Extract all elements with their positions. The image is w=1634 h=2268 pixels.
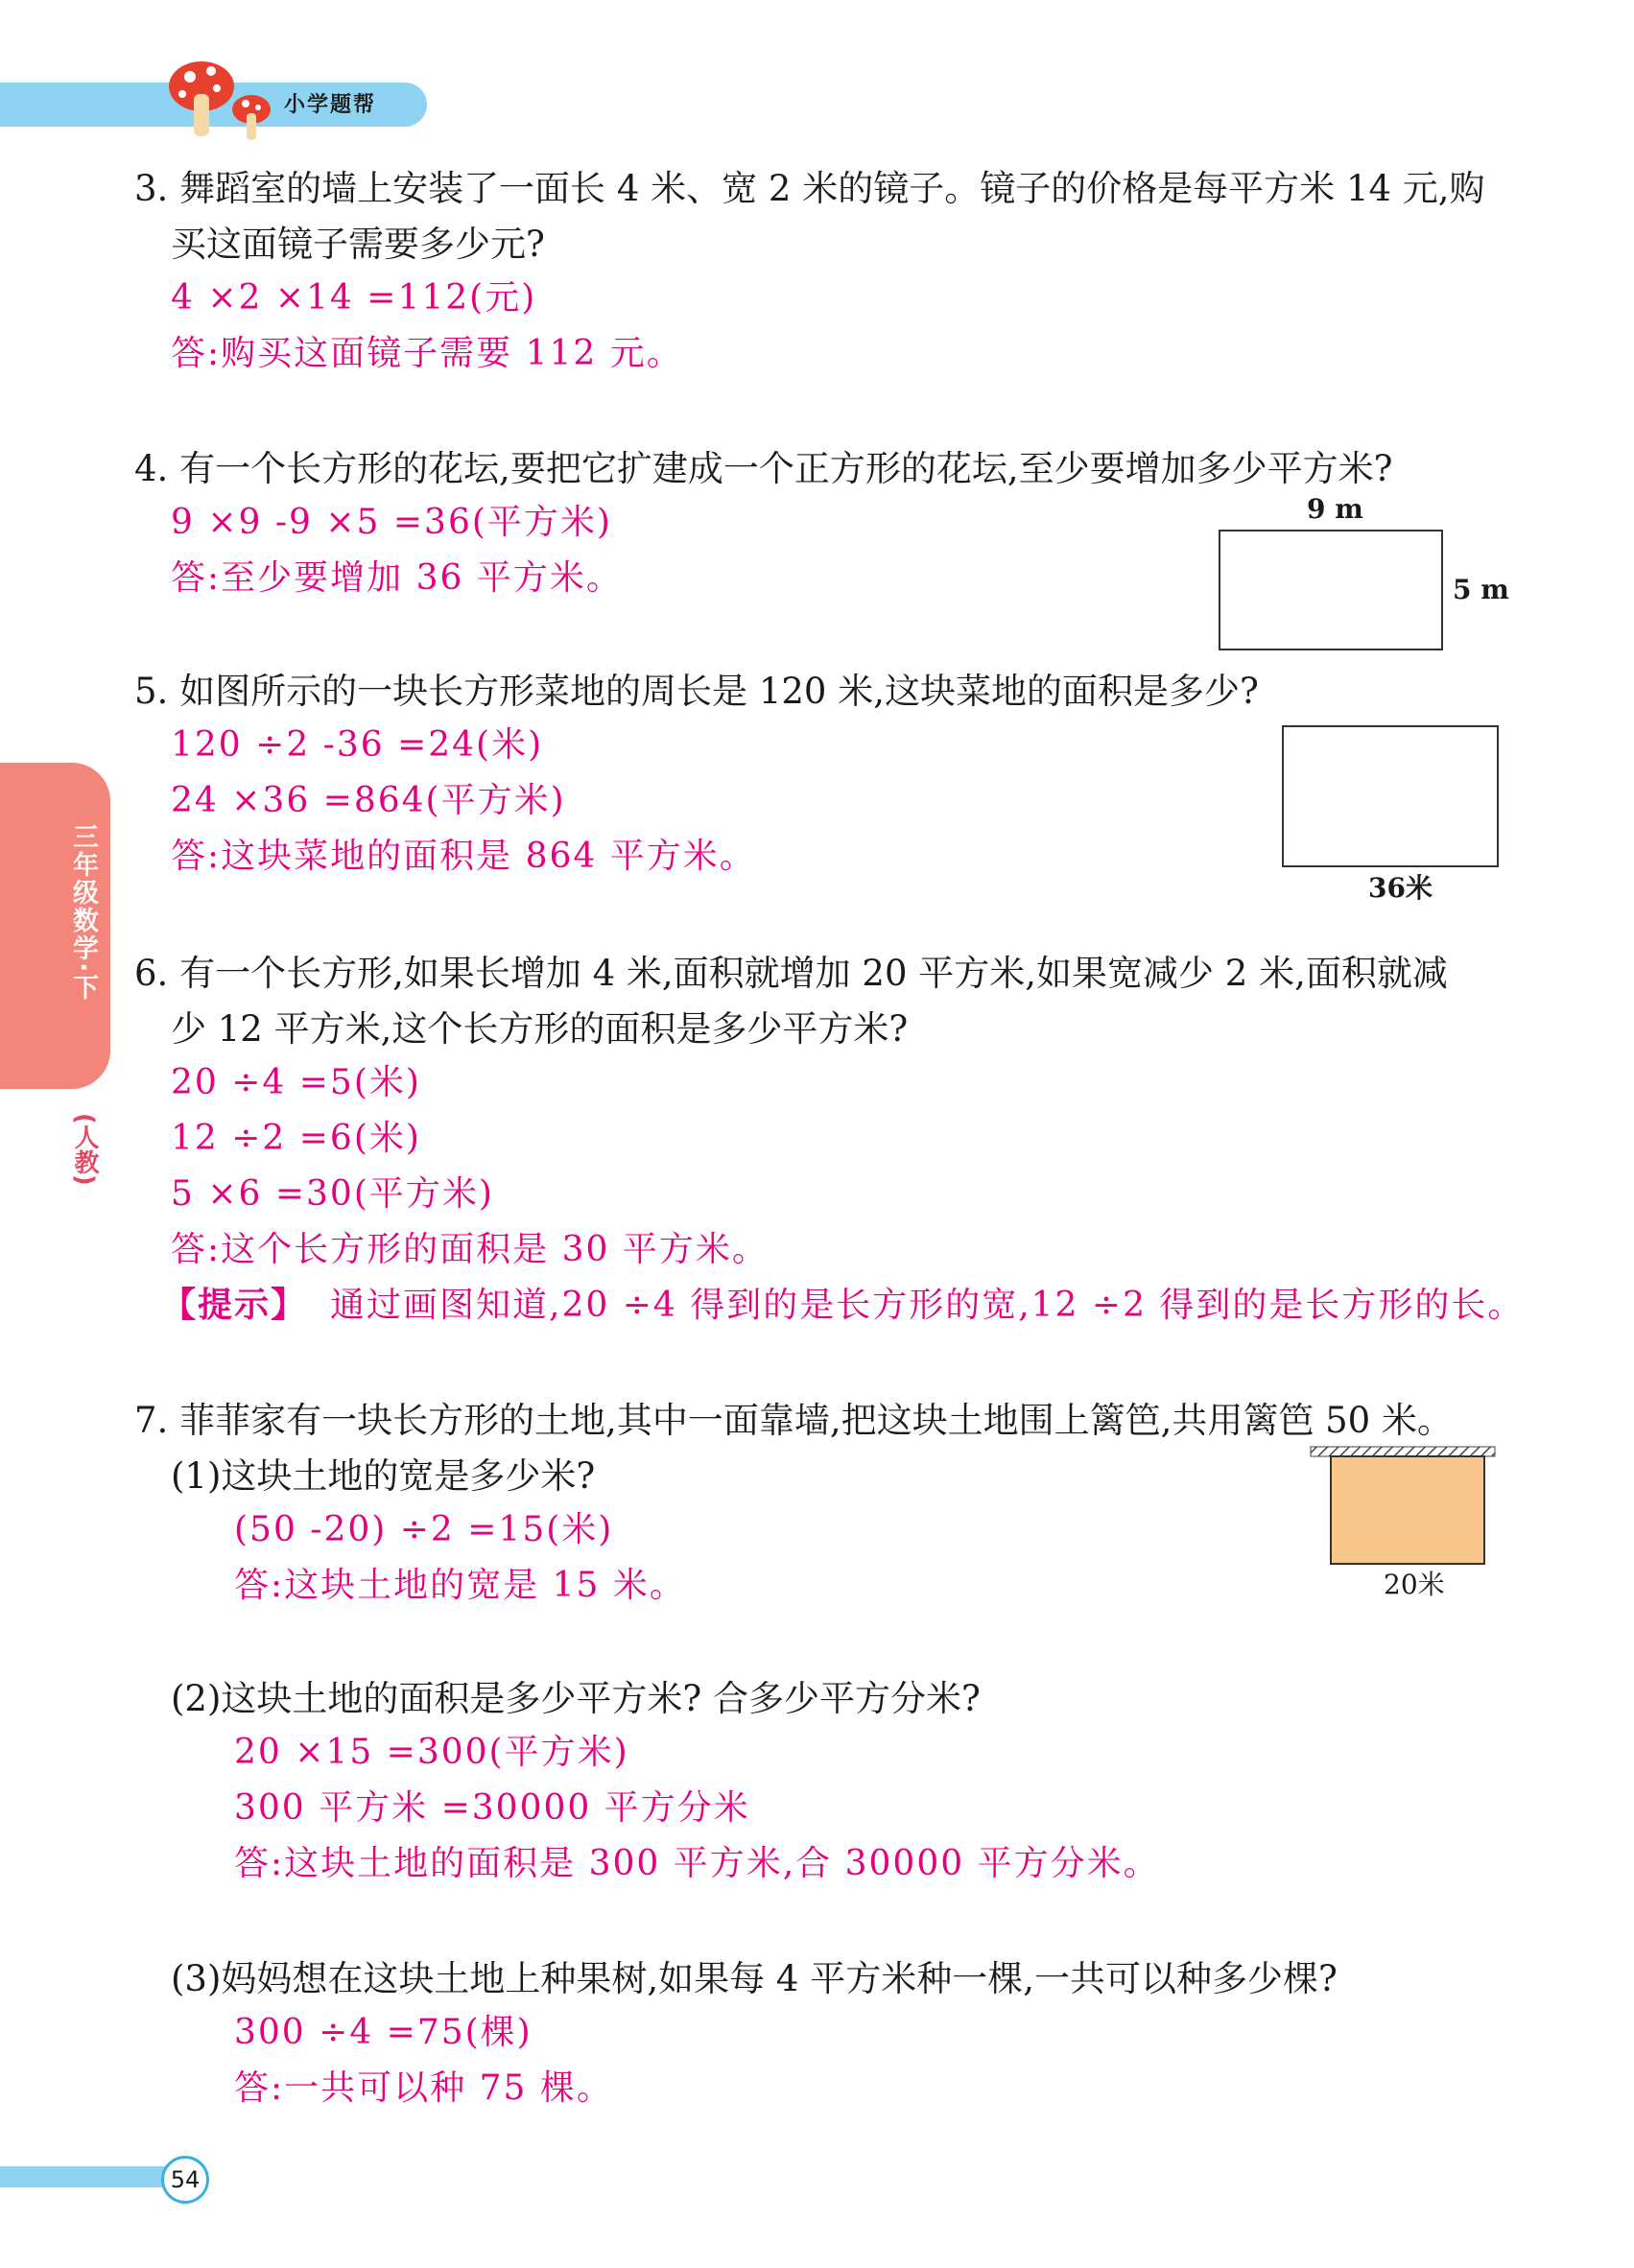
q3-line1: 3. 舞蹈室的墙上安装了一面长 4 米、宽 2 米的镜子。镜子的价格是每平方米 14 元,购 <box>134 168 1485 209</box>
q6-line2: 少 12 平方米,这个长方形的面积是多少平方米? <box>171 1008 909 1050</box>
q7-p2-question: (2)这块土地的面积是多少平方米? 合多少平方分米? <box>171 1678 981 1719</box>
q5-answer: 答:这块菜地的面积是 864 平方米。 <box>171 837 756 876</box>
q3-line2: 买这面镜子需要多少元? <box>171 224 545 265</box>
q7-p1-question: (1)这块土地的宽是多少米? <box>171 1455 596 1497</box>
q7-wall-hatch <box>1307 1445 1499 1570</box>
header-title: 小学题帮 <box>284 93 377 117</box>
q7-p3-question: (3)妈妈想在这块土地上种果树,如果每 4 平方米种一棵,一共可以种多少棵? <box>171 1958 1338 1999</box>
q5-calc2: 24 ×36 =864(平方米) <box>171 781 566 820</box>
q7-p1-answer: 答:这块土地的宽是 15 米。 <box>234 1566 686 1605</box>
q7-p1-calc: (50 -20) ÷2 =15(米) <box>234 1510 614 1549</box>
q6-calc2: 12 ÷2 =6(米) <box>171 1119 421 1158</box>
q6-hint-text: 通过画图知道,20 ÷4 得到的是长方形的宽,12 ÷2 得到的是长方形的长。 <box>330 1286 1525 1325</box>
q6-calc3: 5 ×6 =30(平方米) <box>171 1174 494 1214</box>
side-tab-edition: (人教) <box>70 1113 99 1186</box>
footer-band <box>0 2166 178 2187</box>
q4-answer: 答:至少要增加 36 平方米。 <box>171 558 623 598</box>
q4-calc: 9 ×9 -9 ×5 =36(平方米) <box>171 503 612 542</box>
q6-calc1: 20 ÷4 =5(米) <box>171 1063 421 1102</box>
q7-p2-calc2: 300 平方米 =30000 平方分米 <box>234 1788 750 1828</box>
q5-line1: 5. 如图所示的一块长方形菜地的周长是 120 米,这块菜地的面积是多少? <box>134 671 1259 712</box>
q7-p2-answer: 答:这块土地的面积是 300 平方米,合 30000 平方分米。 <box>234 1844 1160 1883</box>
q5-calc1: 120 ÷2 -36 =24(米) <box>171 725 544 765</box>
page-number: 54 <box>161 2156 209 2204</box>
q7-p3-calc: 300 ÷4 =75(棵) <box>234 2013 533 2052</box>
q7-fig-bottom-label: 20米 <box>1384 1569 1445 1600</box>
q3-answer: 答:购买这面镜子需要 112 元。 <box>171 334 683 373</box>
q4-flowerbed-rectangle <box>1219 530 1443 650</box>
q7-p3-answer: 答:一共可以种 75 棵。 <box>234 2068 613 2108</box>
q6-line1: 6. 有一个长方形,如果长增加 4 米,面积就增加 20 平方米,如果宽减少 2 米,面积就减 <box>134 953 1448 994</box>
q4-line1: 4. 有一个长方形的花坛,要把它扩建成一个正方形的花坛,至少要增加多少平方米? <box>134 448 1393 489</box>
side-tab-label: 三年级数学·下 <box>68 823 98 1003</box>
q7-p2-calc1: 20 ×15 =300(平方米) <box>234 1733 629 1772</box>
q6-hint-label: 【提示】 <box>161 1286 308 1325</box>
q3-calc: 4 ×2 ×14 =112(元) <box>171 278 537 318</box>
q5-fig-bottom-label: 36米 <box>1368 872 1433 904</box>
q7-line1: 7. 菲菲家有一块长方形的土地,其中一面靠墙,把这块土地围上篱笆,共用篱笆 50 米。 <box>134 1400 1453 1441</box>
q4-fig-top-label: 9 m <box>1307 493 1363 525</box>
q5-vegetable-plot-rectangle <box>1282 725 1499 867</box>
q4-fig-side-label: 5 m <box>1453 574 1509 605</box>
mushroom-icon <box>163 56 278 152</box>
q6-answer: 答:这个长方形的面积是 30 平方米。 <box>171 1230 769 1269</box>
